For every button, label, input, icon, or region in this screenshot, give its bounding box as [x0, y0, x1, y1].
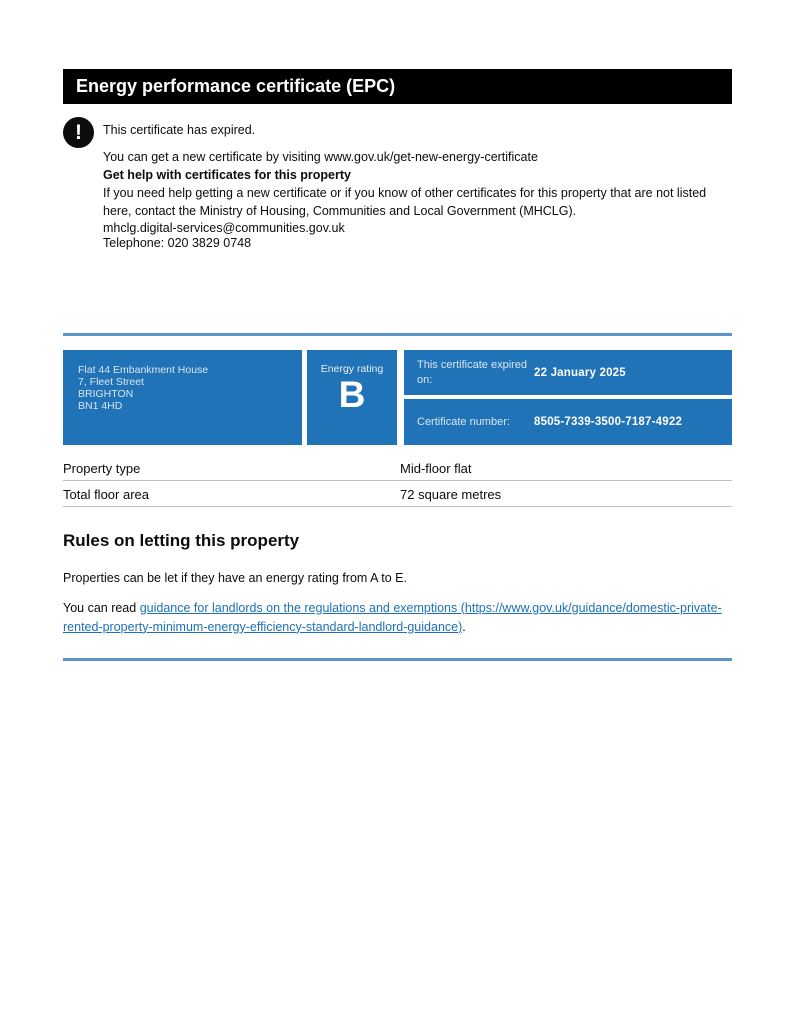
page-title: Energy performance certificate (EPC): [76, 76, 396, 96]
certificate-number-label: Certificate number:: [417, 415, 510, 428]
new-certificate-message: You can get a new certificate by visiting www.gov.uk/get-new-energy-certificate: [103, 150, 538, 164]
letting-rules-body: Properties can be let if they have an energy rating from A to E.: [63, 570, 407, 585]
contact-email: mhclg.digital-services@communities.gov.uk: [103, 220, 345, 235]
address-line: BN1 4HD: [78, 399, 123, 412]
certificate-info-column: [404, 350, 732, 445]
address-line: BRIGHTON: [78, 387, 134, 400]
certificate-number-box: [404, 399, 732, 445]
guidance-prefix: You can read: [63, 600, 140, 615]
help-heading: Get help with certificates for this property: [103, 168, 351, 183]
certificate-summary: [63, 350, 732, 445]
floor-area-value: 72 square metres: [400, 486, 502, 502]
guidance-paragraph: [63, 599, 732, 637]
table-row-floor-area: [63, 481, 732, 507]
expiry-notice-body: [103, 148, 732, 252]
energy-rating-value: B: [338, 373, 366, 415]
property-type-label: Property type: [63, 460, 141, 476]
address-line: 7, Fleet Street: [78, 375, 144, 388]
contact-telephone: Telephone: 020 3829 0748: [103, 236, 252, 251]
warning-exclamation-icon: [63, 117, 94, 148]
property-type-value: Mid-floor flat: [400, 460, 472, 476]
exclamation-glyph: !: [75, 121, 82, 144]
energy-rating-label: Energy rating: [320, 362, 384, 375]
section-divider-bottom: [63, 658, 732, 661]
property-address-box: [63, 350, 302, 445]
letting-rules-section: [63, 531, 732, 637]
letting-rules-heading: Rules on letting this property: [63, 530, 300, 550]
section-divider-top: [63, 333, 732, 336]
guidance-suffix: .: [462, 619, 466, 634]
expiry-date-box: [404, 350, 732, 396]
expiry-notice-section: [63, 117, 732, 252]
landlord-guidance-link[interactable]: guidance for landlords on the regulations and exemptions (https://www.gov.uk/guidance/domestic-private-rented-property-minimum-energy-efficiency-standard-landlord-guidance): [63, 600, 722, 634]
table-row-property-type: [63, 455, 732, 481]
certificate-number-value: 8505-7339-3500-7187-4922: [534, 416, 683, 428]
page-title-bar: [63, 69, 732, 104]
expiry-date-value: 22 January 2025: [534, 366, 626, 379]
expired-message: This certificate has expired.: [103, 123, 256, 137]
help-body-text: If you need help getting a new certificate or if you know of other certificates for this property that are not listed here, contact the Ministry of Housing, Communities and Local Government (MHCLG).: [103, 186, 707, 219]
page-content: [63, 69, 732, 661]
floor-area-label: Total floor area: [63, 486, 149, 502]
expired-notice-row: [63, 117, 732, 148]
energy-rating-box: [307, 350, 397, 445]
property-details-table: [63, 455, 732, 507]
contact-details: [103, 221, 732, 252]
address-line: Flat 44 Embankment House: [78, 363, 209, 376]
expiry-date-label: This certificate expired on:: [417, 359, 528, 386]
